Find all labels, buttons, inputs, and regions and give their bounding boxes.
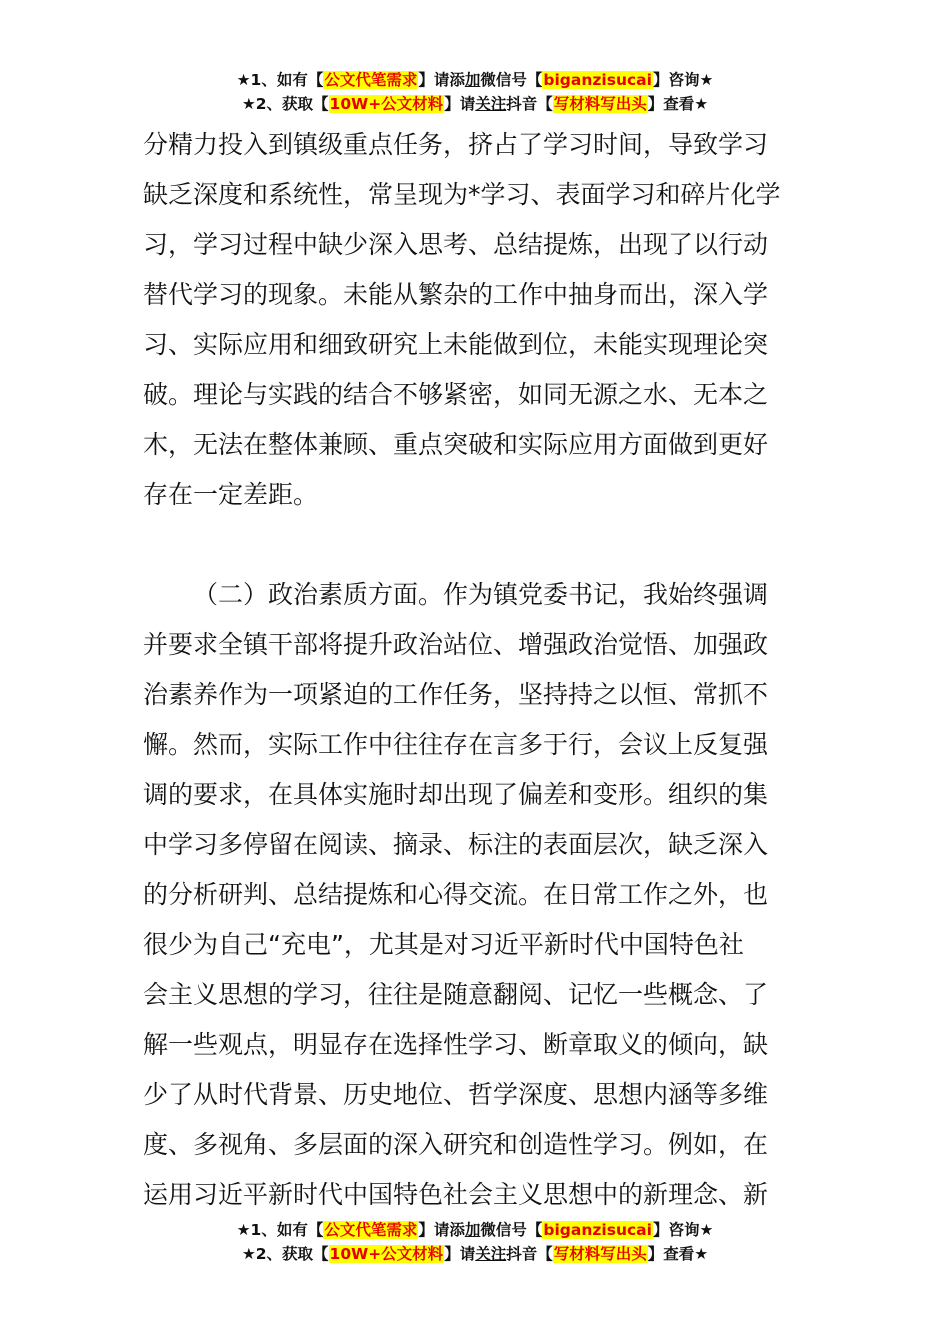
footer-line-1-prefix: ★1、如有【	[236, 1221, 324, 1239]
text-line: 很少为自己“充电”，尤其是对习近平新时代中国特色社	[143, 930, 744, 959]
footer-line-2	[0, 1242, 950, 1266]
text-line: 调的要求，在具体实施时却出现了偏差和变形。组织的集	[143, 780, 769, 809]
text-line: 少了从时代背景、历史地位、哲学深度、思想内涵等多维	[143, 1080, 769, 1109]
header-line-2-prefix: ★2、获取【	[241, 95, 329, 113]
text-line: 懈。然而，实际工作中往往存在言多于行，会议上反复强	[143, 730, 769, 759]
highlight-service-label: 公文代笔需求	[324, 71, 418, 89]
footer-line-2-underlined: 关注	[475, 1245, 507, 1263]
text-line: 会主义思想的学习，往往是随意翻阅、记忆一些概念、了	[143, 980, 769, 1009]
header-line-2	[0, 92, 950, 116]
highlight-douyin-account: 写材料写出头	[553, 1245, 647, 1263]
text-line: 习，学习过程中缺少深入思考、总结提炼，出现了以行动	[143, 230, 769, 259]
footer-line-2-prefix: ★2、获取【	[241, 1245, 329, 1263]
text-line: 存在一定差距。	[143, 480, 319, 509]
header-line-1-underlined: 加	[464, 71, 481, 89]
text-line: 分精力投入到镇级重点任务，挤占了学习时间，导致学习	[143, 130, 769, 159]
footer-line-1-mid: 】请添	[418, 1221, 465, 1239]
header-line-2-underlined: 关注	[475, 95, 507, 113]
highlight-materials-label: 10W+公文材料	[329, 1245, 444, 1263]
footer-line-1-mid2: 微信号【	[480, 1221, 543, 1239]
highlight-wechat-id: biganzisucai	[543, 1221, 652, 1239]
text-line-indented: （二）政治素质方面。作为镇党委书记，我始终强调	[193, 580, 769, 609]
text-line: 治素养作为一项紧迫的工作任务，坚持持之以恒、常抓不	[143, 680, 769, 709]
text-line: 缺乏深度和系统性，常呈现为*学习、表面学习和碎片化学	[143, 180, 781, 209]
footer-line-1	[0, 1218, 950, 1242]
text-line: 解一些观点，明显存在选择性学习、断章取义的倾向，缺	[143, 1030, 769, 1059]
header-line-1-prefix: ★1、如有【	[236, 71, 324, 89]
footer-banner	[0, 1218, 950, 1266]
text-line: 破。理论与实践的结合不够紧密，如同无源之水、无本之	[143, 380, 769, 409]
header-line-2-suffix: 】查看★	[647, 95, 709, 113]
text-line: 替代学习的现象。未能从繁杂的工作中抽身而出，深入学	[143, 280, 769, 309]
highlight-wechat-id: biganzisucai	[543, 71, 652, 89]
text-line: 度、多视角、多层面的深入研究和创造性学习。例如，在	[143, 1130, 769, 1159]
header-line-1-suffix: 】咨询★	[652, 71, 714, 89]
highlight-materials-label: 10W+公文材料	[329, 95, 444, 113]
footer-line-1-underlined: 加	[464, 1221, 481, 1239]
header-line-1-mid2: 微信号【	[480, 71, 543, 89]
header-line-1-mid: 】请添	[418, 71, 465, 89]
document-body	[143, 120, 808, 1220]
header-line-2-mid: 】请	[444, 95, 476, 113]
text-line: 中学习多停留在阅读、摘录、标注的表面层次，缺乏深入	[143, 830, 769, 859]
paragraph-2	[143, 570, 808, 1220]
text-line: 木，无法在整体兼顾、重点突破和实际应用方面做到更好	[143, 430, 769, 459]
text-line: 的分析研判、总结提炼和心得交流。在日常工作之外，也	[143, 880, 769, 909]
highlight-douyin-account: 写材料写出头	[553, 95, 647, 113]
text-line: 运用习近平新时代中国特色社会主义思想中的新理念、新	[143, 1180, 769, 1209]
footer-line-2-suffix: 】查看★	[647, 1245, 709, 1263]
text-line: 并要求全镇干部将提升政治站位、增强政治觉悟、加强政	[143, 630, 769, 659]
paragraph-1	[143, 120, 808, 520]
footer-line-1-suffix: 】咨询★	[652, 1221, 714, 1239]
header-line-2-mid2: 抖音【	[506, 95, 553, 113]
header-line-1	[0, 68, 950, 92]
paragraph-gap	[143, 520, 808, 570]
text-line: 习、实际应用和细致研究上未能做到位，未能实现理论突	[143, 330, 769, 359]
footer-line-2-mid: 】请	[444, 1245, 476, 1263]
footer-line-2-mid2: 抖音【	[506, 1245, 553, 1263]
highlight-service-label: 公文代笔需求	[324, 1221, 418, 1239]
header-banner	[0, 68, 950, 116]
